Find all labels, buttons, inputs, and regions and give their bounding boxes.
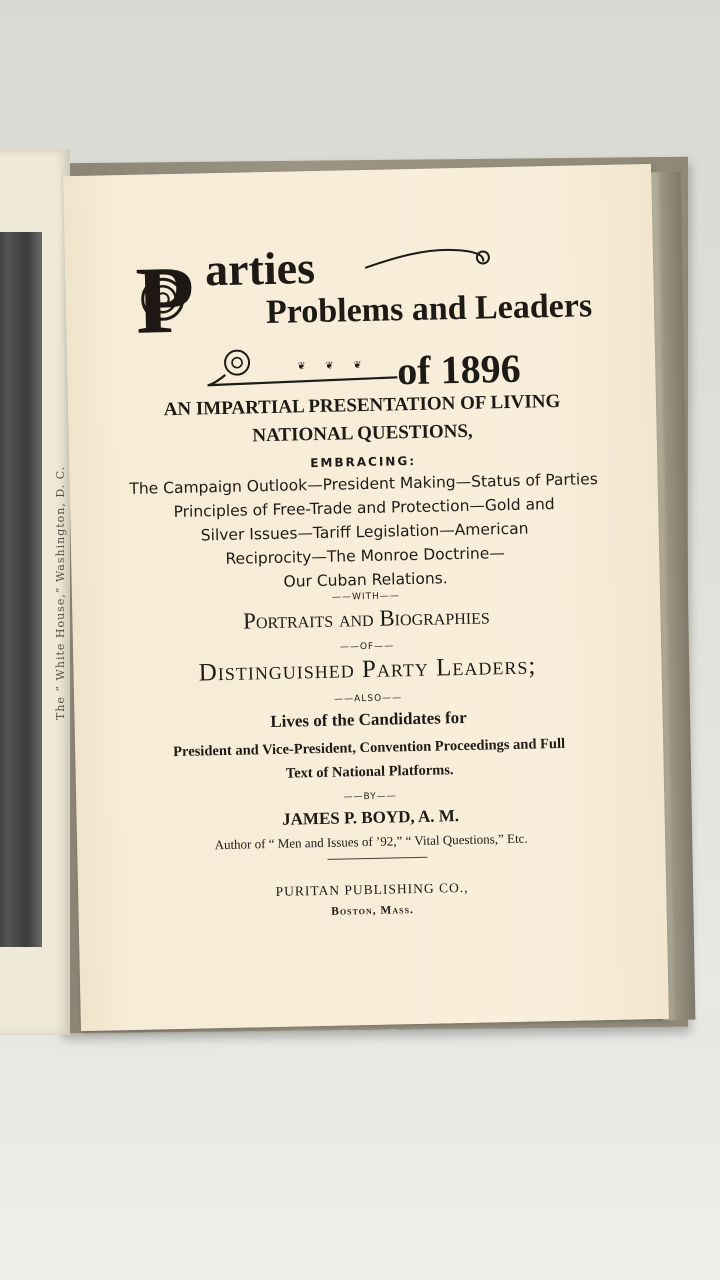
subtitle-line-2: NATIONAL QUESTIONS, xyxy=(252,420,473,447)
svg-text:❦: ❦ xyxy=(353,360,362,372)
svg-text:❦: ❦ xyxy=(325,360,334,372)
distinguished-heading: Distinguished Party Leaders; xyxy=(198,652,537,687)
ornament-swirl-top xyxy=(364,235,505,278)
title-year: of 1896 xyxy=(396,345,522,394)
engraved-plate xyxy=(0,232,42,947)
topic-line: Our Cuban Relations. xyxy=(283,569,448,591)
ornament-flourish xyxy=(207,339,408,389)
with-divider: ——WITH—— xyxy=(331,591,400,603)
subtitle-line-1: AN IMPARTIAL PRESENTATION OF LIVING xyxy=(163,390,561,421)
divider-rule xyxy=(327,857,427,860)
title-page xyxy=(63,164,669,1031)
svg-text:❦: ❦ xyxy=(297,361,306,373)
title-line-2: Problems and Leaders xyxy=(265,287,593,332)
author-name: JAMES P. BOYD, A. M. xyxy=(281,806,460,829)
president-line: President and Vice-President, Convention Proceedings and Full xyxy=(173,735,566,761)
title-word: arties xyxy=(204,242,316,296)
topic-line: Reciprocity—The Monroe Doctrine— xyxy=(225,544,505,568)
topic-line: The Campaign Outlook—President Making—Status of Parties xyxy=(129,470,599,498)
portraits-heading: Portraits and Biographies xyxy=(242,603,491,634)
platforms-line: Text of National Platforms. xyxy=(285,762,454,782)
publisher-city: Boston, Mass. xyxy=(331,904,415,918)
by-divider: ——BY—— xyxy=(343,791,397,803)
topics-list xyxy=(69,466,659,598)
table-surface xyxy=(0,1010,720,1280)
lives-heading: Lives of the Candidates for xyxy=(270,707,467,732)
also-divider: ——ALSO—— xyxy=(334,693,403,705)
publisher-name: PURITAN PUBLISHING CO., xyxy=(275,879,469,899)
topic-line: Silver Issues—Tariff Legislation—American xyxy=(200,519,529,545)
author-credits: Author of “ Men and Issues of ’92,” “ Vital Questions,” Etc. xyxy=(214,830,528,853)
embracing-label: EMBRACING: xyxy=(310,453,417,471)
plate-caption: The “ White House,” Washington, D. C. xyxy=(54,465,67,720)
of-divider: ——OF—— xyxy=(339,641,395,653)
title-initial: P xyxy=(134,245,196,354)
topic-line: Principles of Free-Trade and Protection—Gold and xyxy=(173,495,555,522)
